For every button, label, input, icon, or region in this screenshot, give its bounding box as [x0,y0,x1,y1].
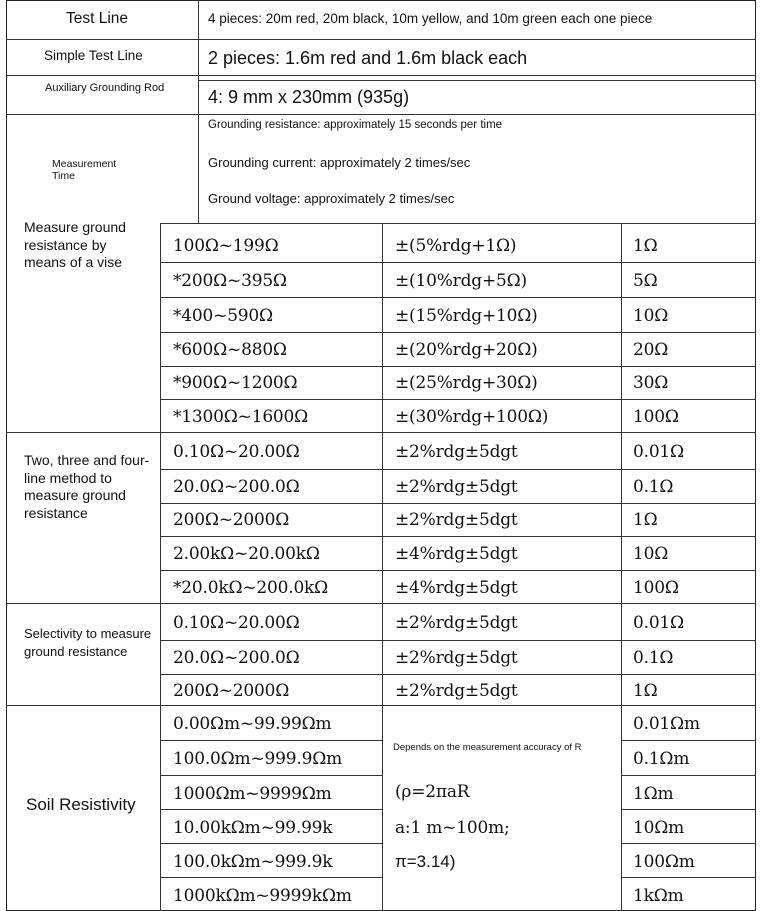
soil-formula: (ρ=2πaR [395,782,470,802]
range-cell: 0.10Ω~20.00Ω [173,442,300,462]
soil-range-cell: 10.00kΩm~99.99k [173,818,333,838]
resolution-cell: 100Ω [633,578,679,598]
column-divider [160,223,161,911]
row-divider [160,297,756,298]
spec-divider [198,0,199,223]
resolution-cell: 1Ω [633,510,658,530]
row-divider [621,775,756,776]
soil-resolution-cell: 0.1Ωm [633,749,690,769]
group-label-soil: Soil Resistivity [26,795,136,814]
soil-resolution-cell: 0.01Ωm [633,714,700,734]
soil-range-cell: 0.00Ωm~99.99Ωm [173,714,332,734]
resolution-cell: 5Ω [633,271,658,291]
range-cell: *20.0kΩ~200.0kΩ [173,578,329,598]
soil-accuracy-note: Depends on the measurement accuracy of R [393,742,582,753]
accuracy-cell: ±2%rdg±5dgt [395,477,518,497]
accuracy-cell: ±2%rdg±5dgt [395,442,518,462]
row-divider [160,570,756,571]
resolution-cell: 1Ω [633,681,658,701]
row-divider [621,809,756,810]
resolution-cell: 20Ω [633,340,669,360]
measurement-time-line: Ground voltage: approximately 2 times/sec [208,191,455,206]
soil-range-cell: 100.0kΩm~999.9k [173,852,333,872]
row-divider [160,469,756,470]
row-divider [160,366,756,367]
accuracy-cell: ±2%rdg±5dgt [395,613,518,633]
range-cell: *400~590Ω [173,306,273,326]
row-divider [621,877,756,878]
resolution-cell: 100Ω [633,407,679,427]
soil-resolution-cell: 1kΩm [633,886,684,906]
row-divider [6,39,756,40]
accuracy-cell: ±2%rdg±5dgt [395,648,518,668]
row-divider [160,775,382,776]
resolution-cell: 0.1Ω [633,477,674,497]
row-divider [160,262,756,263]
row-divider [160,809,382,810]
accuracy-cell: ±(20%rdg+20Ω) [395,340,538,360]
soil-pi: π=3.14) [395,852,456,871]
accuracy-cell: ±2%rdg±5dgt [395,510,518,530]
range-cell: *900Ω~1200Ω [173,373,298,393]
column-divider [621,223,622,911]
range-cell: 20.0Ω~200.0Ω [173,477,300,497]
range-cell: 200Ω~2000Ω [173,510,290,530]
resolution-cell: 0.1Ω [633,648,674,668]
accuracy-cell: ±2%rdg±5dgt [395,681,518,701]
resolution-cell: 10Ω [633,544,669,564]
spec-value-simple-test-line: 2 pieces: 1.6m red and 1.6m black each [208,48,528,68]
row-divider [160,640,756,641]
row-divider [160,877,382,878]
range-cell: *200Ω~395Ω [173,271,287,291]
spec-label-test-line: Test Line [66,10,129,27]
range-cell: *600Ω~880Ω [173,340,287,360]
row-divider [198,80,756,81]
group-label-vise: Measure ground resistance by means of a vise [24,219,126,270]
accuracy-cell: ±(25%rdg+30Ω) [395,373,538,393]
spec-label-simple-test-line: Simple Test Line [44,48,143,63]
range-cell: 0.10Ω~20.00Ω [173,613,300,633]
accuracy-cell: ±(30%rdg+100Ω) [395,407,549,427]
row-divider [6,114,756,115]
row-divider [160,399,756,400]
range-cell: *1300Ω~1600Ω [173,407,309,427]
resolution-cell: 30Ω [633,373,669,393]
accuracy-cell: ±4%rdg±5dgt [395,544,518,564]
row-divider [160,843,382,844]
row-divider [160,332,756,333]
measurement-time-line: Grounding resistance: approximately 15 seconds per time [208,119,503,131]
column-divider [382,223,383,911]
row-divider [621,843,756,844]
soil-resolution-cell: 1Ωm [633,784,674,804]
group-divider [6,705,756,706]
row-divider [6,75,756,76]
soil-range-cell: 1000Ωm~9999Ωm [173,784,332,804]
range-cell: 200Ω~2000Ω [173,681,290,701]
row-divider [160,740,382,741]
measurement-time-line: Grounding current: approximately 2 times/sec [208,155,471,170]
spec-label-grounding-rod: Auxiliary Grounding Rod [45,82,165,94]
soil-resolution-cell: 100Ωm [633,852,695,872]
accuracy-cell: ±(5%rdg+1Ω) [395,236,517,256]
measurement-time-label: Measurement Time [52,158,117,182]
accuracy-cell: ±4%rdg±5dgt [395,578,518,598]
resolution-cell: 1Ω [633,236,658,256]
soil-a-range: a:1 m~100m; [395,818,510,838]
group-label-multi-line: Two, three and four-line method to measure ground resistance [24,452,150,521]
group-divider [6,603,756,604]
spec-value-grounding-rod: 4: 9 mm x 230mm (935g) [208,87,410,107]
soil-range-cell: 1000kΩm~9999kΩm [173,886,352,906]
resolution-cell: 10Ω [633,306,669,326]
row-divider [160,223,756,224]
soil-resolution-cell: 10Ωm [633,818,685,838]
range-cell: 2.00kΩ~20.00kΩ [173,544,320,564]
spec-value-test-line: 4 pieces: 20m red, 20m black, 10m yellow, and 10m green each one piece [208,11,653,26]
resolution-cell: 0.01Ω [633,442,684,462]
accuracy-cell: ±(15%rdg+10Ω) [395,306,538,326]
row-divider [160,503,756,504]
row-divider [621,740,756,741]
accuracy-cell: ±(10%rdg+5Ω) [395,271,527,291]
range-cell: 100Ω~199Ω [173,236,279,256]
group-divider [6,432,756,433]
resolution-cell: 0.01Ω [633,613,684,633]
row-divider [160,536,756,537]
row-divider [160,674,756,675]
group-label-selectivity: Selectivity to measure ground resistance [24,626,152,659]
soil-range-cell: 100.0Ωm~999.9Ωm [173,749,343,769]
range-cell: 20.0Ω~200.0Ω [173,648,300,668]
